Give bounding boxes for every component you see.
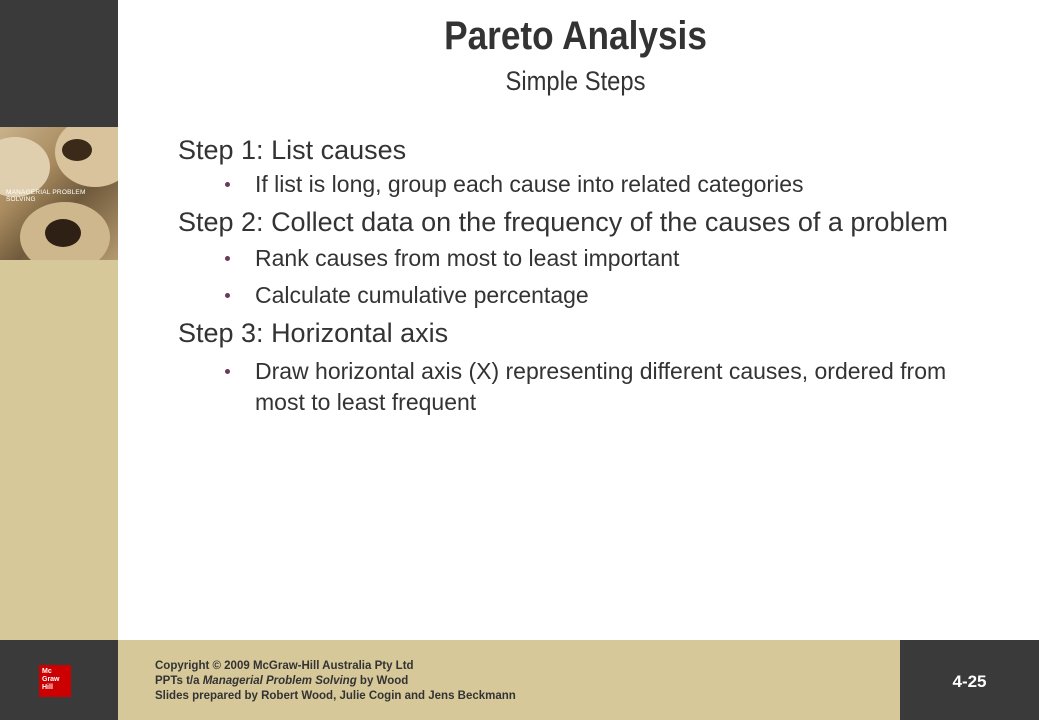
ppts-line: PPTs t/a Managerial Problem Solving by Wood <box>155 675 409 687</box>
mcgraw-hill-logo: Mc Graw Hill <box>39 665 71 697</box>
footer <box>0 640 1039 720</box>
slide-content <box>178 132 998 418</box>
slide-subtitle: Simple Steps <box>505 66 646 96</box>
bullet-text: Draw horizontal axis (X) representing different causes, ordered from most to least frequent <box>255 358 947 415</box>
step-3-heading: Step 3: Horizontal axis <box>178 318 449 348</box>
page-number: 4-25 <box>952 672 987 691</box>
step-3-bullet-1 <box>178 356 955 418</box>
bullet-dot-icon <box>225 293 230 298</box>
credits-text: Slides prepared by Robert Wood, Julie Cogin and Jens Beckmann <box>155 690 516 702</box>
copyright-text: Copyright © 2009 McGraw-Hill Australia Pty Ltd <box>155 660 414 672</box>
slide-title: Pareto Analysis <box>444 14 707 58</box>
footer-logo-area <box>0 640 118 720</box>
footer-credits-area <box>118 640 900 720</box>
step-2-bullet-1 <box>178 243 998 274</box>
footer-credits <box>155 659 516 704</box>
bullet-dot-icon <box>225 369 230 374</box>
sidebar-tan-block <box>0 260 118 640</box>
book-cover-image <box>0 127 118 260</box>
bullet-dot-icon <box>225 256 230 261</box>
bullet-text: If list is long, group each cause into related categories <box>255 171 804 197</box>
bullet-text: Calculate cumulative percentage <box>255 282 589 308</box>
footer-page-area <box>900 640 1039 720</box>
book-cover-title: MANAGERIAL PROBLEM SOLVING <box>6 189 86 204</box>
bullet-dot-icon <box>225 182 230 187</box>
sidebar-dark-block <box>0 0 118 127</box>
bullet-text: Rank causes from most to least important <box>255 245 680 271</box>
step-1-heading: Step 1: List causes <box>178 135 407 165</box>
step-2-heading: Step 2: Collect data on the frequency of the causes of a problem <box>178 207 948 237</box>
step-1-bullet-1 <box>178 169 998 200</box>
step-2-bullet-2 <box>178 280 998 311</box>
